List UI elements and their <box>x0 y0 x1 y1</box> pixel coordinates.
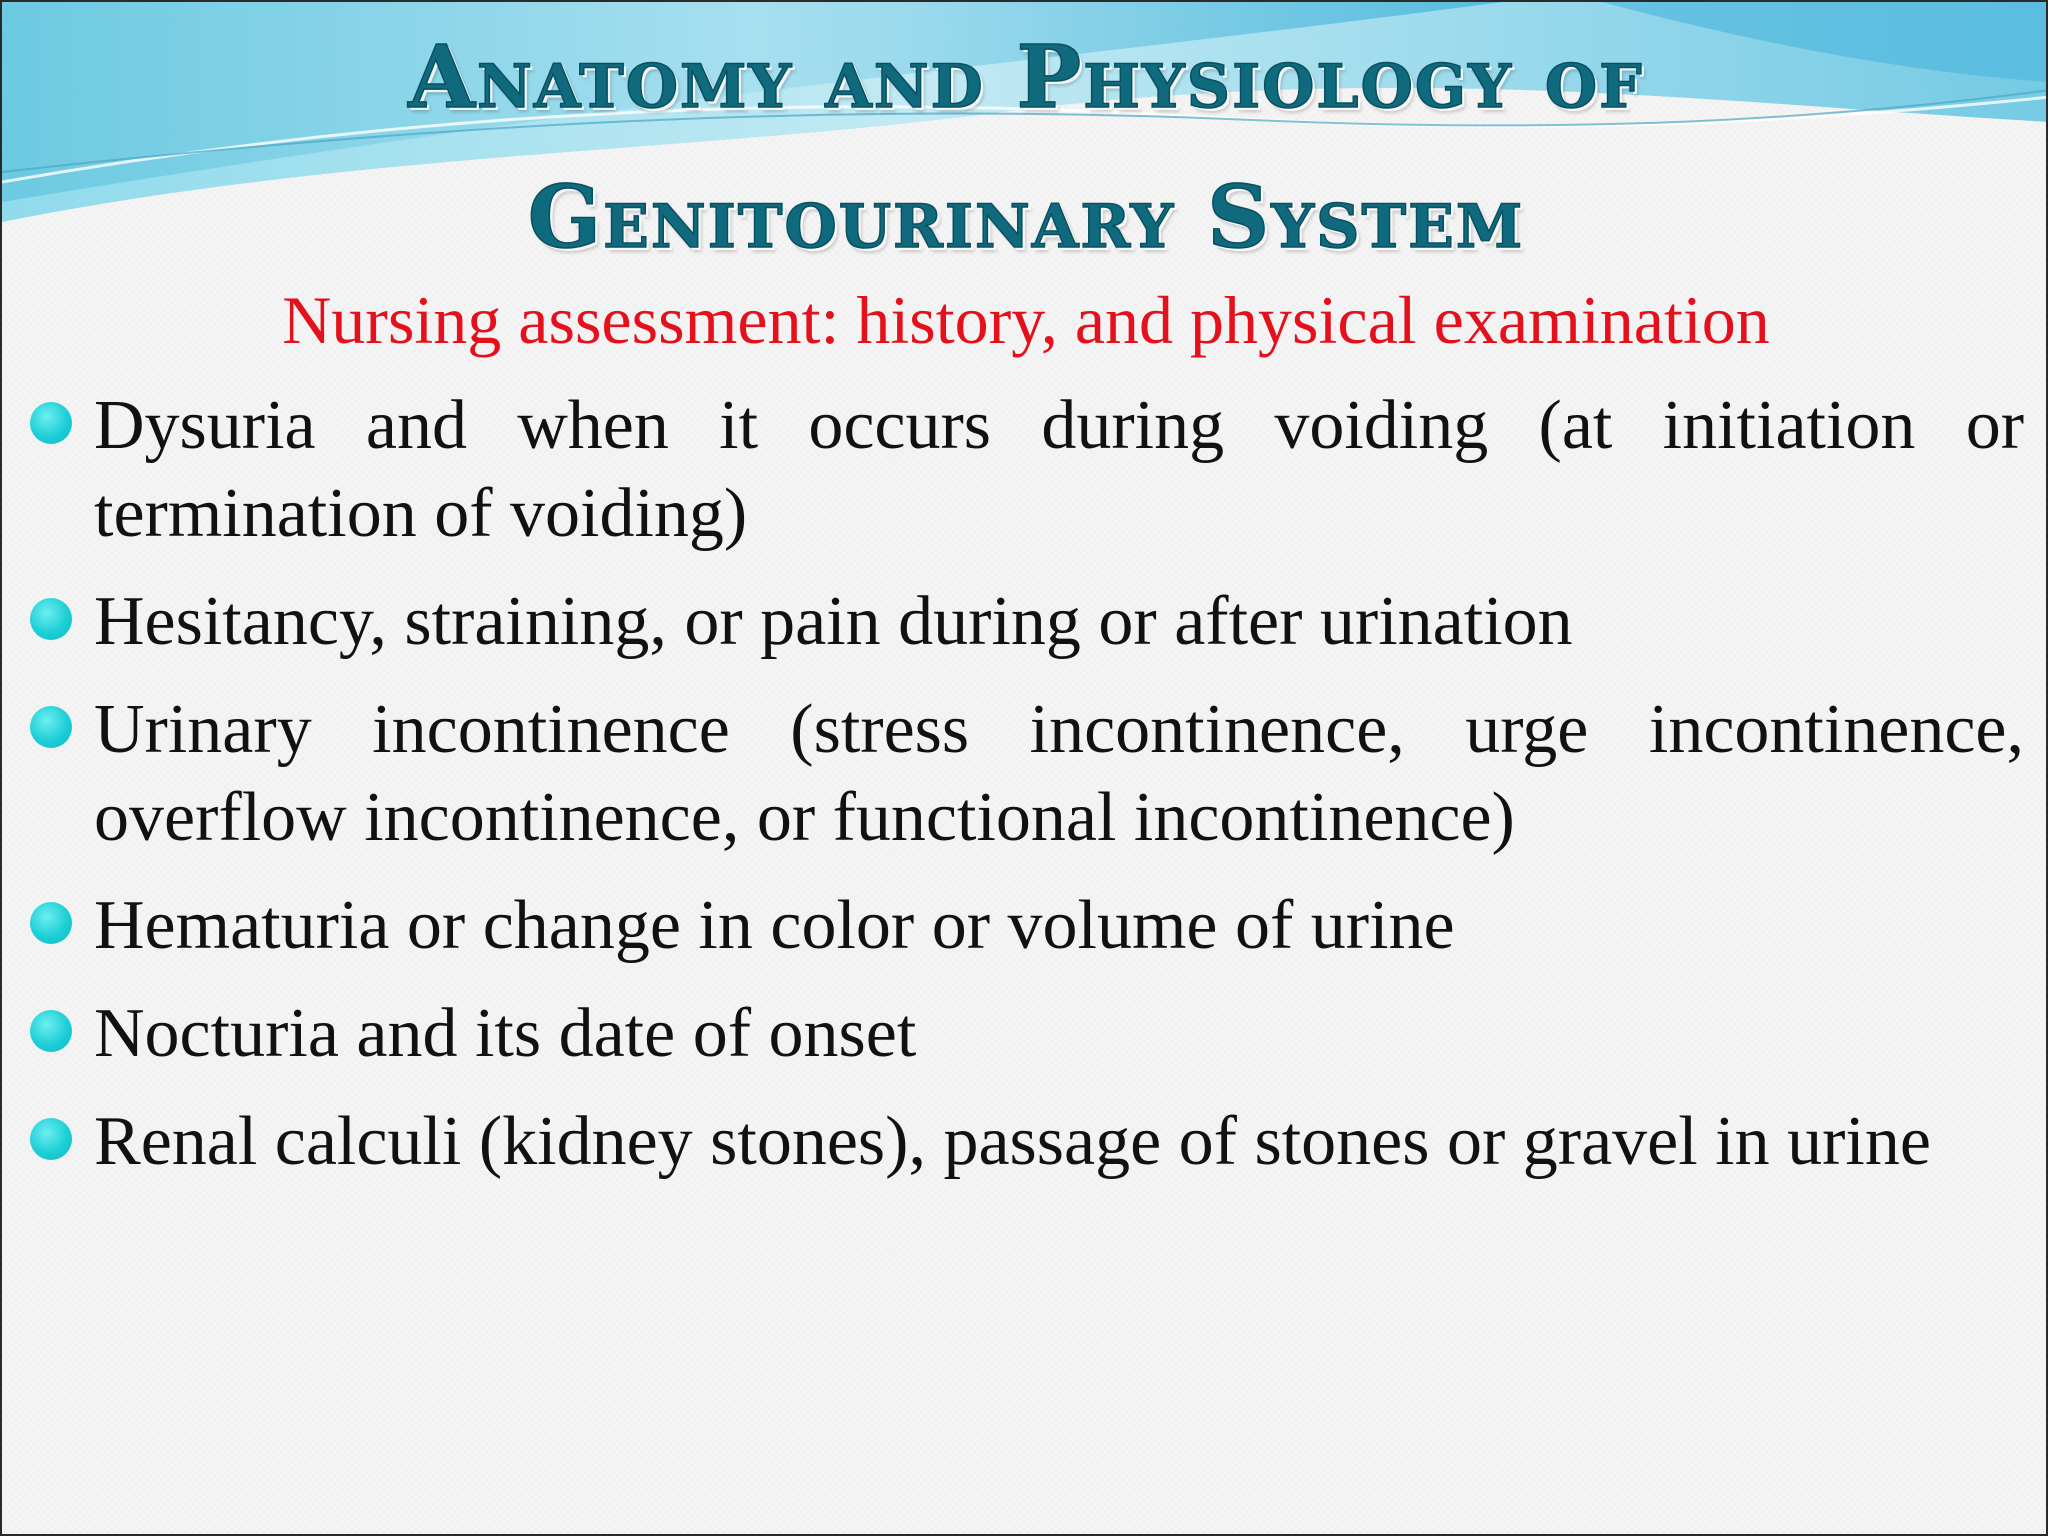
cyan-circle-bullet-icon <box>30 1118 72 1160</box>
title-line-2: Genitourinary System <box>527 167 1525 268</box>
bullet-text: Hematuria or change in color or volume of urine <box>94 887 1455 964</box>
slide-title <box>2 8 2048 288</box>
cyan-circle-bullet-icon <box>30 598 72 640</box>
bullet-text: Renal calculi (kidney stones), passage of stones or gravel in urine <box>94 1103 1931 1180</box>
bullet-list <box>26 382 2024 1206</box>
cyan-circle-bullet-icon <box>30 1010 72 1052</box>
list-item <box>26 578 2024 666</box>
list-item <box>26 990 2024 1078</box>
list-item <box>26 686 2024 862</box>
cyan-circle-bullet-icon <box>30 706 72 748</box>
list-item <box>26 1098 2024 1186</box>
bullet-text: Nocturia and its date of onset <box>94 995 917 1072</box>
bullet-text: Dysuria and when it occurs during voiding (at initiation or termination of voiding) <box>94 387 2024 552</box>
slide-subtitle: Nursing assessment: history, and physical examination <box>282 282 1770 358</box>
list-item <box>26 882 2024 970</box>
list-item <box>26 382 2024 558</box>
bullet-text: Urinary incontinence (stress incontinence, urge incontinence, overflow incontinence, or functional incontinence) <box>94 691 2024 856</box>
cyan-circle-bullet-icon <box>30 902 72 944</box>
cyan-circle-bullet-icon <box>30 402 72 444</box>
title-line-1: Anatomy and Physiology of <box>408 27 1644 128</box>
bullet-text: Hesitancy, straining, or pain during or after urination <box>94 583 1573 660</box>
